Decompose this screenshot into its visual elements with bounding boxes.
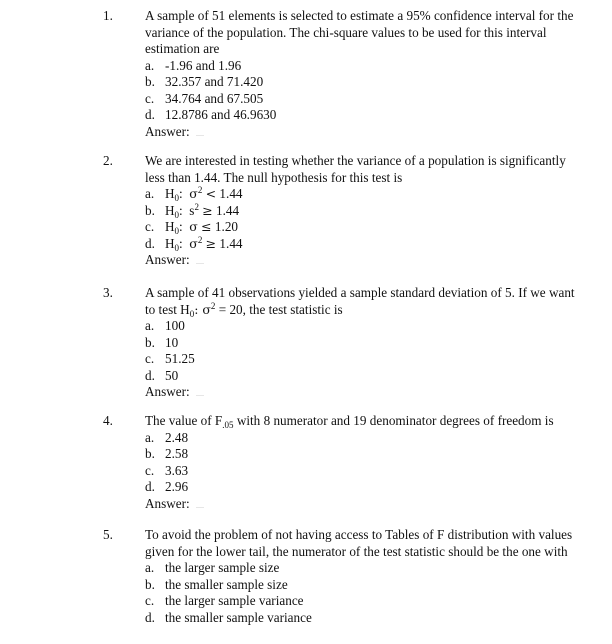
exponent: 2 [197,185,203,195]
stem-text: to test H [145,301,190,317]
operator-symbol: ≥ [205,235,217,251]
option-d[interactable] [145,107,610,124]
option-letter: b. [145,202,155,218]
question-number: 1. [103,8,113,23]
answer-blank[interactable] [196,257,204,264]
option-c[interactable] [145,351,610,368]
question-number: 4. [103,413,113,428]
option-a[interactable] [145,430,610,447]
option-letter: a. [145,57,155,73]
option-letter: d. [145,107,155,122]
question-body [145,8,610,140]
hypothesis-value: 1.44 [219,186,243,201]
hypothesis-value: 1.44 [216,202,240,218]
stem-line [145,413,610,430]
option-text: 2.96 [165,479,189,494]
exponent: 2 [210,300,216,311]
hypothesis-subscript: 0 [174,209,180,220]
option-letter: a. [145,560,155,575]
option-b[interactable] [145,203,610,220]
option-letter: c. [145,351,155,366]
answer-blank[interactable] [196,501,204,508]
option-letter: b. [145,74,155,89]
operator-symbol: < [205,186,217,201]
options-list [145,560,610,626]
stem-symbol: : σ [194,301,211,317]
option-a[interactable] [145,186,610,203]
stem-text: = 20, the test statistic is [215,301,343,317]
option-a[interactable] [145,560,610,577]
option-letter: a. [145,186,155,201]
option-b[interactable] [145,577,610,594]
option-d[interactable] [145,368,610,385]
answer-label: Answer: [145,384,190,399]
stem-line: given for the lower tail, the numerator of the test statistic should be the one with [145,543,568,559]
option-letter: c. [145,593,155,608]
answer-line [145,496,610,513]
question-body [145,153,610,269]
option-text: 51.25 [165,351,195,366]
option-text: the larger sample size [165,560,280,575]
option-b[interactable] [145,74,610,91]
option-text: 34.764 and 67.505 [165,90,264,106]
option-text: 50 [165,367,179,383]
option-text: 100 [165,318,185,333]
answer-blank[interactable] [196,129,204,136]
stem-line: variance of the population. The chi-square values to be used for this interval [145,24,547,40]
colon: : [179,186,183,201]
variable-symbol: σ [189,235,198,251]
stem-line: To avoid the problem of not having access to Tables of F distribution with values [145,527,573,542]
option-text: 2.48 [165,429,189,445]
option-text: 32.357 and 71.420 [165,74,264,89]
question-stem [145,8,610,58]
hypothesis-value: 1.44 [219,235,243,251]
option-d[interactable] [145,610,610,627]
option-text: the larger sample variance [165,593,304,608]
option-text: 12.8786 and 46.9630 [165,107,277,122]
answer-label: Answer: [145,252,190,267]
exponent: 2 [197,234,203,245]
option-text: -1.96 and 1.96 [165,57,242,73]
question-stem [145,527,610,560]
f-subscript: .05 [222,420,234,430]
option-a[interactable] [145,318,610,335]
hypothesis-subscript: 0 [174,193,180,203]
option-letter: b. [145,334,155,350]
hypothesis-symbol: H [165,219,175,234]
option-c[interactable] [145,463,610,480]
operator-symbol: ≥ [202,202,213,218]
operator-symbol: ≤ [201,219,212,234]
option-a[interactable] [145,58,610,75]
stem-line: A sample of 41 observations yielded a sample standard deviation of 5. If we want [145,285,575,300]
stem-line: A sample of 51 elements is selected to estimate a 95% confidence interval for the [145,8,574,23]
question-body [145,527,610,626]
option-text: 10 [165,334,179,350]
option-letter: c. [145,90,155,106]
option-letter: b. [145,446,155,461]
answer-line [145,252,610,269]
option-letter: d. [145,367,155,383]
option-text: the smaller sample variance [165,609,312,625]
options-list [145,186,610,252]
option-c[interactable] [145,219,610,236]
options-list [145,318,610,384]
answer-line [145,124,610,141]
answer-line [145,384,610,401]
option-letter: a. [145,429,155,445]
stem-line [145,302,610,319]
stem-line: We are interested in testing whether the variance of a population is significantly [145,153,566,168]
answer-label: Answer: [145,495,190,511]
hypothesis-subscript: 0 [174,226,180,236]
answer-label: Answer: [145,123,190,139]
option-letter: c. [145,219,155,234]
answer-blank[interactable] [196,389,204,396]
options-list [145,58,610,124]
option-letter: d. [145,235,155,251]
question-body [145,285,610,401]
colon: : [179,219,183,234]
variable-symbol: σ [189,219,198,234]
stem-line: less than 1.44. The null hypothesis for this test is [145,169,403,185]
question-number: 5. [103,527,113,542]
colon: : [179,235,183,251]
question-number: 2. [103,153,113,168]
question-stem [145,153,610,186]
hypothesis-value: 1.20 [214,219,238,234]
option-letter: b. [145,576,155,592]
hypothesis-symbol: H [165,235,175,251]
exponent: 2 [194,201,199,212]
option-d[interactable] [145,479,610,496]
stem-line: estimation are [145,41,220,56]
question-body [145,413,610,512]
option-text: the smaller sample size [165,576,288,592]
stem-text: with 8 numerator and 19 denominator degrees of freedom is [233,413,554,428]
option-d[interactable] [145,236,610,253]
option-letter: c. [145,462,155,478]
option-text: 2.58 [165,446,189,461]
question-number: 3. [103,285,113,300]
variable-symbol: s [189,202,195,218]
option-b[interactable] [145,335,610,352]
hypothesis-symbol: H [165,202,175,218]
option-letter: d. [145,609,155,625]
option-b[interactable] [145,446,610,463]
option-text: 3.63 [165,462,189,478]
options-list [145,430,610,496]
option-c[interactable] [145,593,610,610]
hypothesis-subscript: 0 [174,242,180,253]
variable-symbol: σ [189,186,198,201]
question-stem [145,285,610,318]
stem-text: The value of F [145,413,223,428]
option-c[interactable] [145,91,610,108]
option-letter: d. [145,479,155,494]
hypothesis-subscript: 0 [189,308,195,319]
colon: : [179,202,183,218]
hypothesis-symbol: H [165,186,175,201]
option-letter: a. [145,318,155,333]
question-stem [145,413,610,430]
